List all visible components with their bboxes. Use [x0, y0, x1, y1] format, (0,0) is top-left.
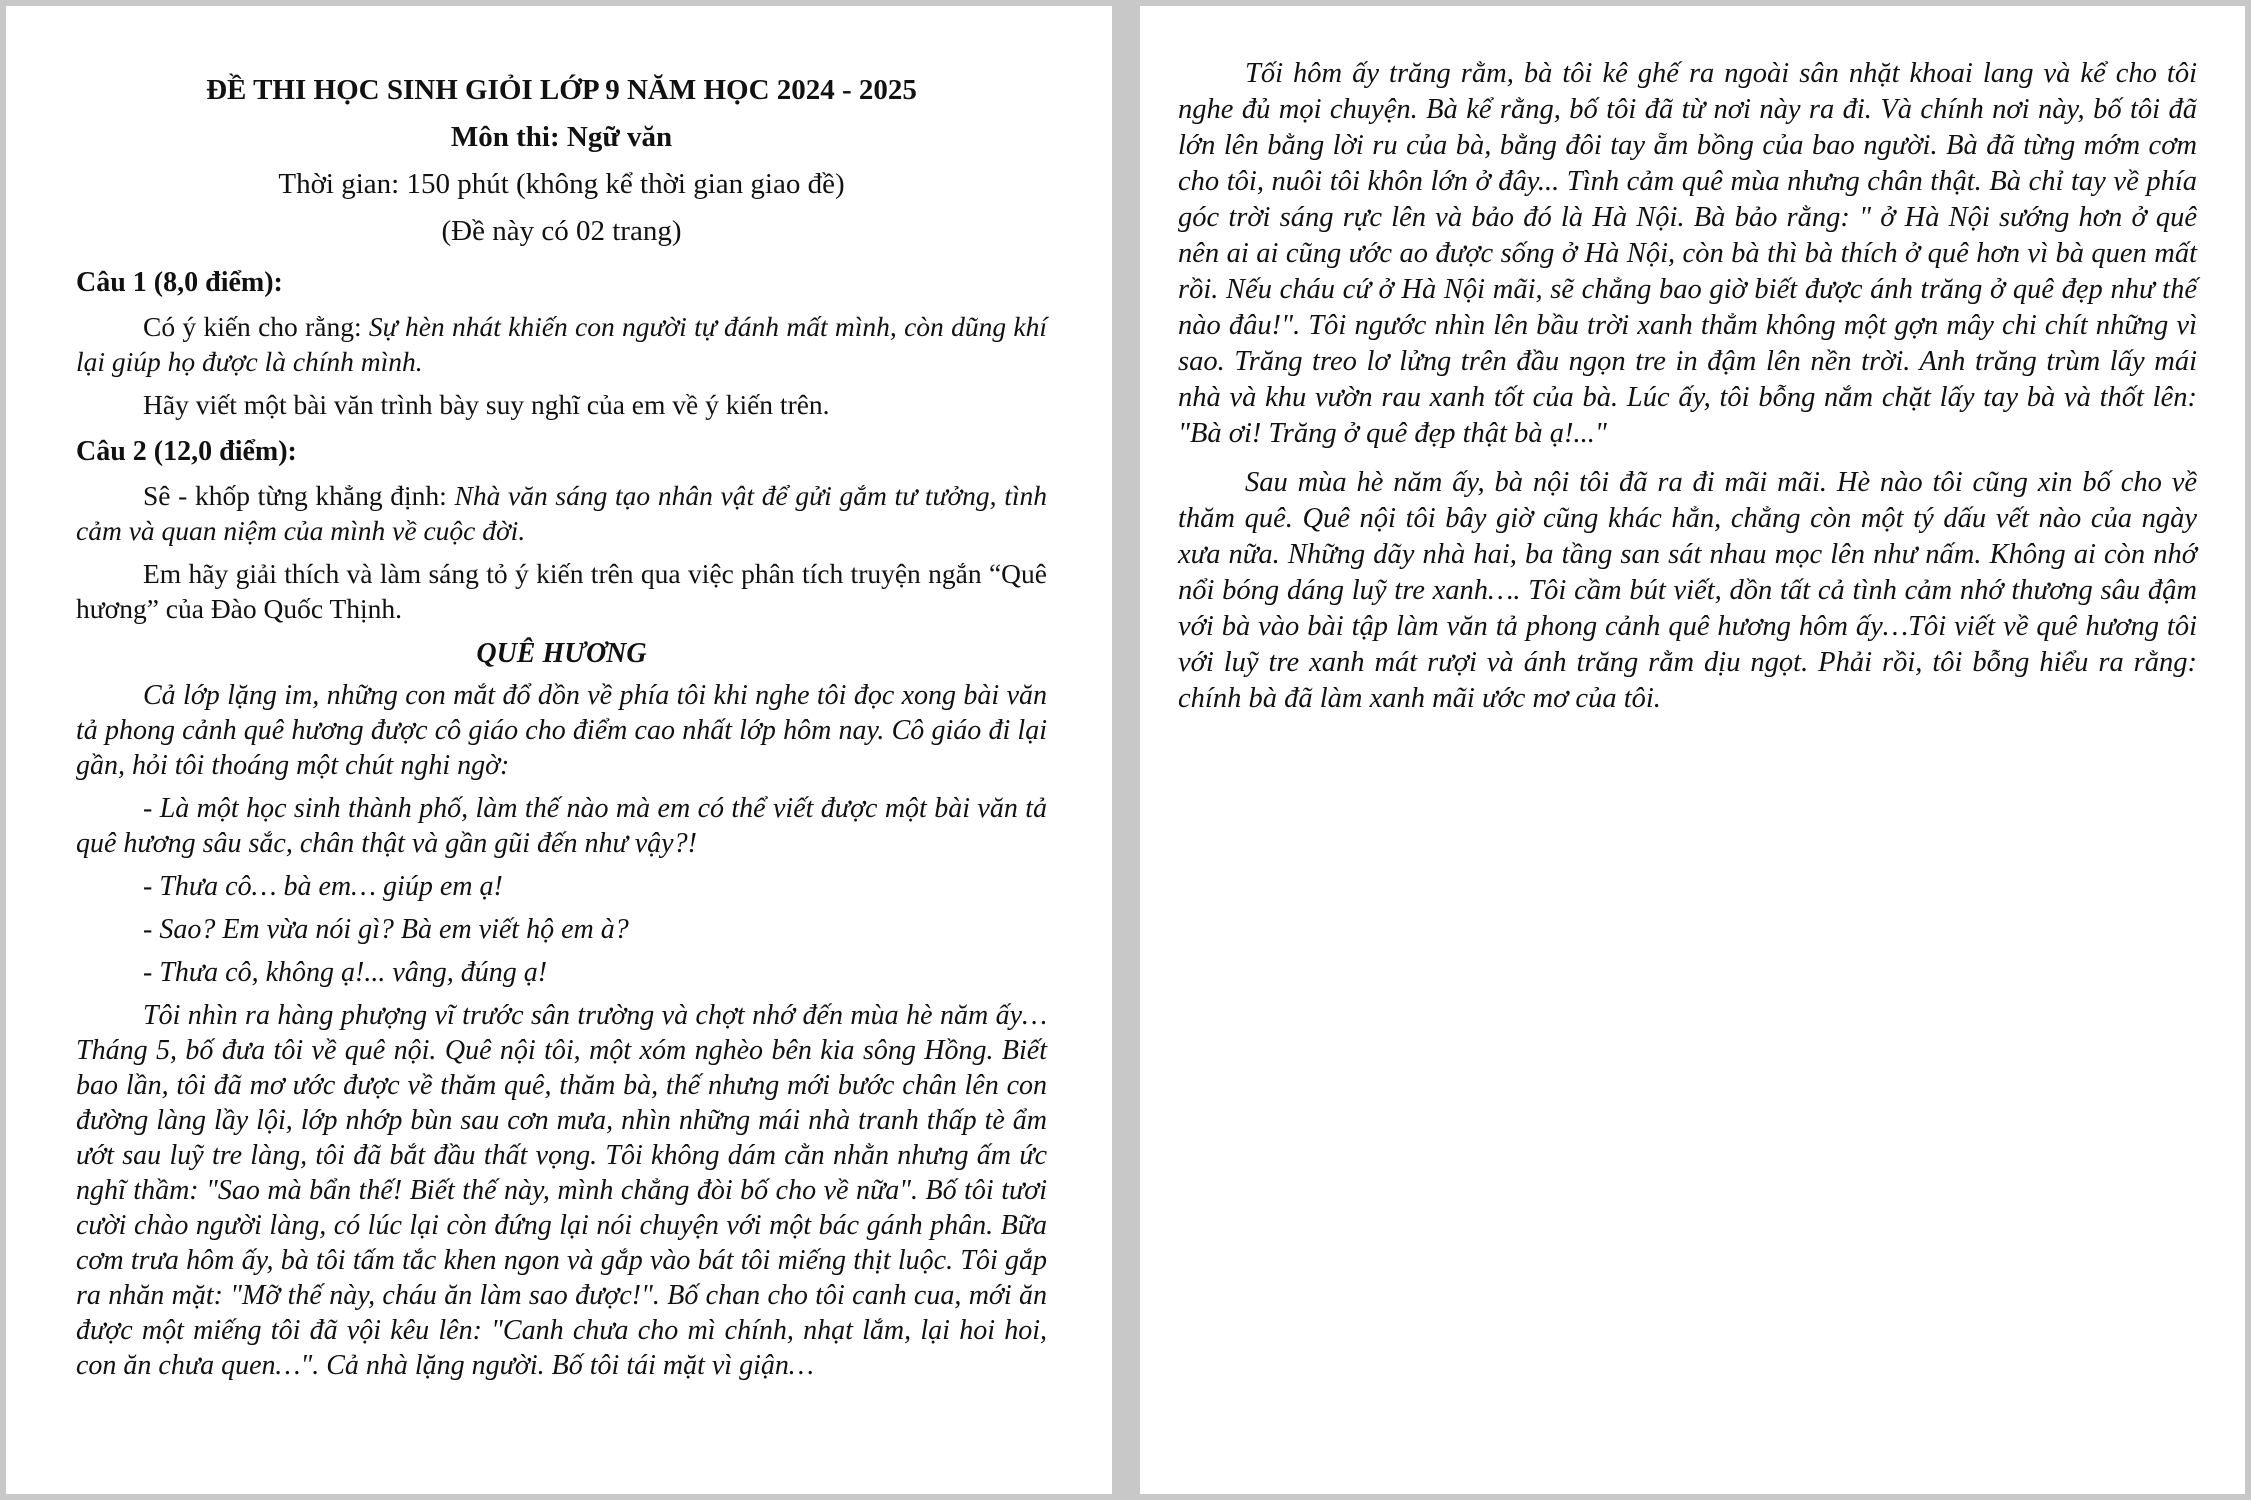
- story-paragraph: Cả lớp lặng im, những con mắt đổ dồn về phía tôi khi nghe tôi đọc xong bài văn tả phong cảnh quê hương được cô giáo cho điểm cao nhất lớp hôm nay. Cô giáo đi lại gần, hỏi tôi thoáng một chút nghi ngờ:: [76, 680, 1047, 781]
- exam-title: ĐỀ THI HỌC SINH GIỎI LỚP 9 NĂM HỌC 2024 - 2025: [206, 74, 917, 106]
- question-1-task: Hãy viết một bài văn trình bày suy nghĩ của em về ý kiến trên.: [143, 389, 830, 420]
- question-1-heading: Câu 1 (8,0 điểm):: [76, 267, 283, 298]
- story-paragraph: Tôi nhìn ra hàng phượng vĩ trước sân trường và chợt nhớ đến mùa hè năm ấy… Tháng 5, bố đưa tôi về quê nội. Quê nội tôi, một xóm nghèo bên kia sông Hồng. Biết bao lần, tôi đã mơ ước được về thăm quê, thăm bà, thế nhưng mới bước chân lên con đường làng lầy lội, lớp nhớp bùn sau cơn mưa, nhìn những mái nhà tranh thấp tè ẩm ướt sau luỹ tre làng, tôi đã bắt đầu thất vọng. Tôi không dám cằn nhằn nhưng ấm ức nghĩ thầm: "Sao mà bẩn thế! Biết thế này, mình chẳng đòi bố cho về nữa". Bố tôi tươi cười chào người làng, có lúc lại còn đứng lại nói chuyện với một bác gánh phân. Bữa cơm trưa hôm ấy, bà tôi tấm tắc khen ngon và gắp vào bát tôi miếng thịt luộc. Tôi gắp ra nhăn mặt: "Mỡ thế này, cháu ăn làm sao được!". Bố chan cho tôi canh cua, mới ăn được một miếng tôi đã vội kêu lên: "Canh chưa cho mì chính, nhạt lắm, lại hoi hoi, con ăn chưa quen…". Cả nhà lặng người. Bố tôi tái mặt vì giận…: [76, 1000, 1047, 1381]
- question-2-lead: Sê - khốp từng khẳng định:: [143, 480, 455, 511]
- story-paragraph: - Là một học sinh thành phố, làm thế nào mà em có thể viết được một bài văn tả quê hương sâu sắc, chân thật và gần gũi đến như vậy?!: [76, 793, 1047, 859]
- document-page-1: [6, 6, 1112, 1494]
- story-paragraph: - Thưa cô… bà em… giúp em ạ!: [143, 871, 503, 902]
- question-2-heading: Câu 2 (12,0 điểm):: [76, 436, 297, 467]
- story-paragraph: Sau mùa hè năm ấy, bà nội tôi đã ra đi mãi mãi. Hè nào tôi cũng xin bố cho về thăm quê. Quê nội tôi bây giờ cũng khác hẳn, chẳng còn một tý dấu vết nào của ngày xưa nữa. Những dãy nhà hai, ba tầng san sát nhau mọc lên như nấm. Không ai còn nhớ nổi bóng dáng luỹ tre xanh…. Tôi cầm bút viết, dồn tất cả tình cảm nhớ thương sâu đậm với bà vào bài tập làm văn tả phong cảnh quê hương hôm ấy…Tôi viết về quê hương tôi với luỹ tre xanh mát rượi và ánh trăng rằm dịu ngọt. Phải rồi, tôi bỗng hiểu ra rằng: chính bà đã làm xanh mãi ước mơ của tôi.: [1178, 467, 2197, 714]
- question-1-lead: Có ý kiến cho rằng:: [143, 311, 369, 342]
- story-paragraph: Tối hôm ấy trăng rằm, bà tôi kê ghế ra ngoài sân nhặt khoai lang và kể cho tôi nghe đủ mọi chuyện. Bà kể rằng, bố tôi đã từ nơi này ra đi. Và chính nơi này, bố tôi đã lớn lên bằng lời ru của bà, bằng đôi tay ẵm bồng của bao người. Bà đã từng mớm cơm cho tôi, nuôi tôi khôn lớn ở đây... Tình cảm quê mùa nhưng chân thật. Bà chỉ tay về phía góc trời sáng rực lên và bảo đó là Hà Nội. Bà bảo rằng: " ở Hà Nội sướng hơn ở quê nên ai ai cũng ước ao được sống ở Hà Nội, còn bà thì bà thích ở quê hơn vì bà quen mất rồi. Nếu cháu cứ ở Hà Nội mãi, sẽ chẳng bao giờ biết được ánh trăng ở quê đẹp như thế nào đâu!". Tôi ngước nhìn lên bầu trời xanh thẳm không một gợn mây chi chít những vì sao. Trăng treo lơ lửng trên đầu ngọn tre in đậm lên nền trời. Anh trăng trùm lấy mái nhà và khu vườn rau xanh tốt của bà. Lúc ấy, tôi bỗng nắm chặt lấy tay bà và thốt lên: "Bà ơi! Trăng ở quê đẹp thật bà ạ!...": [1178, 58, 2197, 449]
- story-paragraph: - Thưa cô, không ạ!... vâng, đúng ạ!: [143, 957, 548, 988]
- document-page-2: [1140, 6, 2245, 1494]
- question-2-task: Em hãy giải thích và làm sáng tỏ ý kiến trên qua việc phân tích truyện ngắn “Quê hương” của Đào Quốc Thịnh.: [76, 558, 1047, 624]
- story-title: QUÊ HƯƠNG: [476, 638, 647, 669]
- question-1-prompt: [76, 309, 1047, 379]
- question-1-quote: Sự hèn nhát khiến con người tự đánh mất mình, còn dũng khí lại giúp họ được là chính mình.: [76, 311, 1047, 377]
- exam-pages-note: (Đề này có 02 trang): [441, 215, 682, 247]
- story-paragraph: - Sao? Em vừa nói gì? Bà em viết hộ em à?: [143, 914, 629, 945]
- question-2-prompt: [76, 478, 1047, 548]
- exam-time: Thời gian: 150 phút (không kể thời gian giao đề): [278, 168, 845, 200]
- question-2-quote: Nhà văn sáng tạo nhân vật để gửi gắm tư tưởng, tình cảm và quan niệm của mình về cuộc đời.: [76, 480, 1047, 546]
- exam-subject: Môn thi: Ngữ văn: [450, 121, 673, 153]
